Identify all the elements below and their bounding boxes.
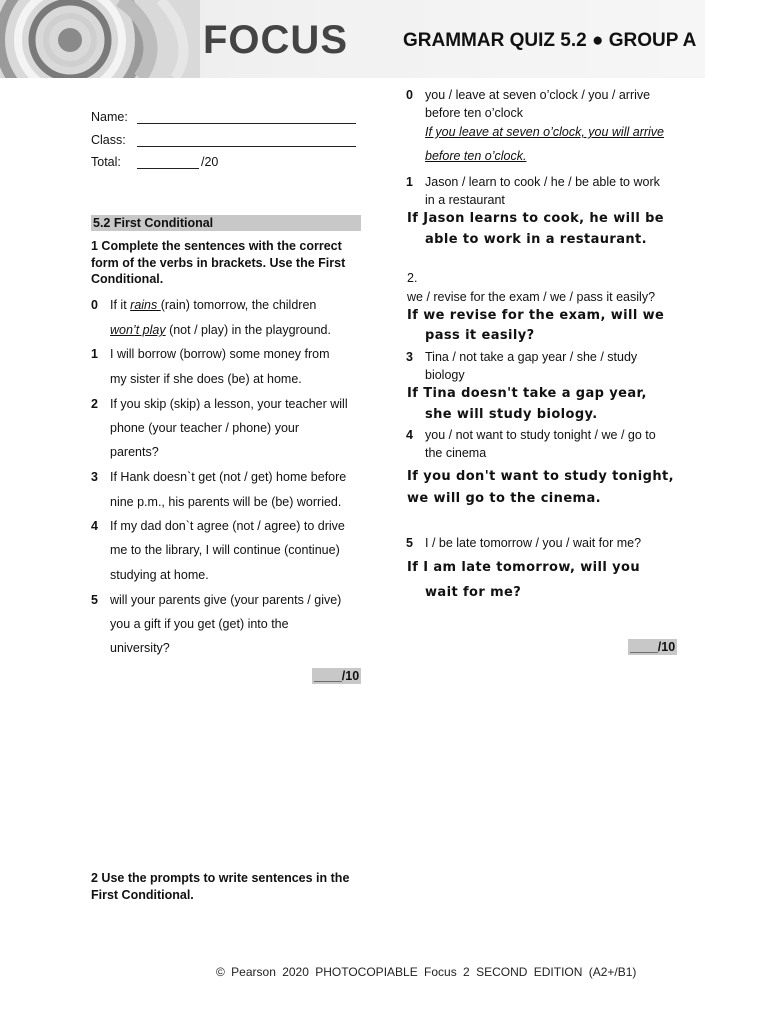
class-label: Class: bbox=[91, 133, 126, 147]
item-line: university? bbox=[110, 641, 170, 655]
example-answer: rains bbox=[130, 298, 161, 312]
item-line: parents? bbox=[110, 445, 159, 459]
exercise2-score: ____/10 bbox=[630, 640, 676, 654]
item-line: you a gift if you get (get) into the bbox=[110, 617, 289, 631]
item-number: 4 bbox=[91, 519, 98, 533]
item-text: If it bbox=[110, 298, 131, 312]
student-answer[interactable]: If Jason learns to cook, he will be bbox=[407, 211, 665, 226]
item-number: 3 bbox=[91, 470, 98, 484]
item-line: studying at home. bbox=[110, 568, 209, 582]
item-text: (not / play) in the playground. bbox=[165, 323, 331, 337]
item-line: my sister if she does (be) at home. bbox=[110, 372, 302, 386]
item-number: 5 bbox=[91, 593, 98, 607]
item-number: 2. bbox=[407, 271, 418, 285]
item-line bbox=[110, 296, 316, 314]
prompt-line: you / leave at seven o’clock / you / arrive bbox=[425, 88, 651, 102]
name-row bbox=[91, 108, 128, 126]
prompt-line: in a restaurant bbox=[425, 193, 505, 207]
student-answer[interactable]: we will go to the cinema. bbox=[407, 491, 601, 506]
name-label: Name: bbox=[91, 110, 128, 124]
item-number: 0 bbox=[406, 88, 413, 102]
item-number: 0 bbox=[91, 298, 98, 312]
item-line: I will borrow (borrow) some money from bbox=[110, 347, 330, 361]
item-number: 2 bbox=[91, 397, 98, 411]
brand-logo-text: FOCUS bbox=[203, 18, 348, 62]
example-answer: won’t play bbox=[110, 323, 166, 337]
total-field[interactable] bbox=[137, 156, 199, 169]
item-line: nine p.m., his parents will be (be) worried. bbox=[110, 495, 342, 509]
prompt-line: before ten o’clock bbox=[425, 106, 523, 120]
prompt-line: I / be late tomorrow / you / wait for me? bbox=[425, 536, 642, 550]
student-answer[interactable]: If you don't want to study tonight, bbox=[407, 469, 674, 484]
prompt-line: you / not want to study tonight / we / go to bbox=[425, 428, 656, 442]
prompt-line: the cinema bbox=[425, 446, 487, 460]
item-line: phone (your teacher / phone) your bbox=[110, 421, 300, 435]
exercise1-instruction: 1 Complete the sentences with the correct form of the verbs in brackets. Use the First Conditional. bbox=[91, 239, 346, 286]
student-answer[interactable]: she will study biology. bbox=[425, 407, 598, 422]
item-line: If Hank doesn`t get (not / get) home before bbox=[110, 470, 347, 484]
student-answer[interactable]: wait for me? bbox=[425, 585, 522, 600]
total-row bbox=[91, 153, 219, 171]
student-answer[interactable]: If I am late tomorrow, will you bbox=[407, 560, 640, 575]
section-title: 5.2 First Conditional bbox=[91, 215, 361, 231]
prompt-line: Tina / not take a gap year / she / study bbox=[425, 350, 638, 364]
page-footer: © Pearson 2020 PHOTOCOPIABLE Focus 2 SECOND EDITION (A2+/B1) bbox=[216, 965, 637, 979]
class-row bbox=[91, 131, 126, 149]
item-line: If you skip (skip) a lesson, your teacher will bbox=[110, 397, 348, 411]
example-answer: If you leave at seven o’clock, you will arrive bbox=[425, 125, 664, 139]
class-field[interactable] bbox=[137, 134, 356, 147]
item-number: 3 bbox=[406, 350, 413, 364]
example-answer: before ten o’clock. bbox=[425, 149, 527, 163]
exercise1-score: ____/10 bbox=[314, 669, 360, 683]
item-text: (rain) tomorrow, the children bbox=[160, 298, 317, 312]
item-number: 4 bbox=[406, 428, 413, 442]
prompt-line: Jason / learn to cook / he / be able to work bbox=[425, 175, 660, 189]
exercise2-instruction: 2 Use the prompts to write sentences in the First Conditional. bbox=[91, 871, 350, 902]
student-answer[interactable]: pass it easily? bbox=[425, 328, 535, 343]
quiz-title: GRAMMAR QUIZ 5.2 ● GROUP A bbox=[403, 30, 697, 51]
item-line: will your parents give (your parents / give) bbox=[110, 593, 342, 607]
total-label: Total: bbox=[91, 155, 121, 169]
student-answer[interactable]: If we revise for the exam, will we bbox=[407, 308, 665, 323]
item-line: If my dad don`t agree (not / agree) to drive bbox=[110, 519, 345, 533]
item-line: me to the library, I will continue (continue) bbox=[110, 543, 340, 557]
page-header bbox=[0, 0, 705, 78]
total-suffix: /20 bbox=[201, 155, 219, 169]
prompt-line: biology bbox=[425, 368, 465, 382]
student-answer[interactable]: able to work in a restaurant. bbox=[425, 232, 648, 247]
student-answer[interactable]: If Tina doesn't take a gap year, bbox=[407, 386, 647, 401]
item-line bbox=[110, 321, 331, 339]
name-field[interactable] bbox=[137, 111, 356, 124]
item-number: 5 bbox=[406, 536, 413, 550]
item-number: 1 bbox=[406, 175, 413, 189]
logo-swirl-graphic bbox=[0, 0, 200, 78]
prompt-line: we / revise for the exam / we / pass it easily? bbox=[407, 290, 656, 304]
item-number: 1 bbox=[91, 347, 98, 361]
